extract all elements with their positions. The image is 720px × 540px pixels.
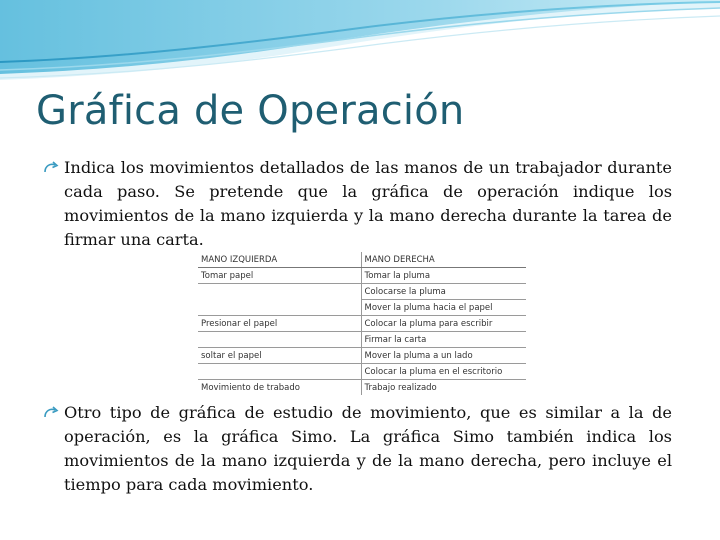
right-hand-cell: Colocarse la pluma <box>361 284 526 300</box>
table-row <box>198 316 526 332</box>
right-hand-cell: Mover la pluma a un lado <box>361 348 526 364</box>
bullet-text-1: Indica los movimientos detallados de las manos de un trabajador durante cada paso. Se pretende que la gráfica de operación indique los movimientos de la mano izquierda y la mano derecha durante la tarea de firmar una carta. <box>64 158 672 249</box>
table-header-row <box>198 252 526 268</box>
left-hand-cell <box>198 300 361 316</box>
right-hand-cell: Firmar la carta <box>361 332 526 348</box>
right-hand-cell: Colocar la pluma en el escritorio <box>361 364 526 380</box>
table-row <box>198 332 526 348</box>
right-hand-cell: Mover la pluma hacia el papel <box>361 300 526 316</box>
left-hand-cell: soltar el papel <box>198 348 361 364</box>
bullet-text-2: Otro tipo de gráfica de estudio de movimiento, que es similar a la de operación, es la gráfica Simo. La gráfica Simo también indica los movimientos de la mano izquierda y de la mano derecha, pero incluye el tiempo para cada movimiento. <box>64 403 672 494</box>
table-row <box>198 348 526 364</box>
left-hand-cell: Tomar papel <box>198 268 361 284</box>
header-right-hand: MANO DERECHA <box>361 252 526 268</box>
bullet-paragraph-1 <box>42 156 672 252</box>
right-hand-cell: Colocar la pluma para escribir <box>361 316 526 332</box>
slide-title: Gráfica de Operación <box>36 88 465 134</box>
left-hand-cell <box>198 284 361 300</box>
left-hand-cell <box>198 364 361 380</box>
operation-chart-table <box>198 252 526 395</box>
curl-arrow-icon <box>42 404 60 422</box>
left-hand-cell <box>198 332 361 348</box>
table-row <box>198 268 526 284</box>
table-row <box>198 364 526 380</box>
right-hand-cell: Trabajo realizado <box>364 382 437 393</box>
curl-arrow-icon <box>42 159 60 177</box>
table-row <box>198 380 526 396</box>
right-hand-cell: Tomar la pluma <box>361 268 526 284</box>
header-left-hand: MANO IZQUIERDA <box>198 252 361 268</box>
left-hand-cell: Presionar el papel <box>198 316 361 332</box>
header-wave-decoration <box>0 0 720 90</box>
bullet-paragraph-2 <box>42 401 672 497</box>
left-hand-cell: Movimiento de trabado <box>198 380 361 396</box>
table-row <box>198 300 526 316</box>
table-row <box>198 284 526 300</box>
